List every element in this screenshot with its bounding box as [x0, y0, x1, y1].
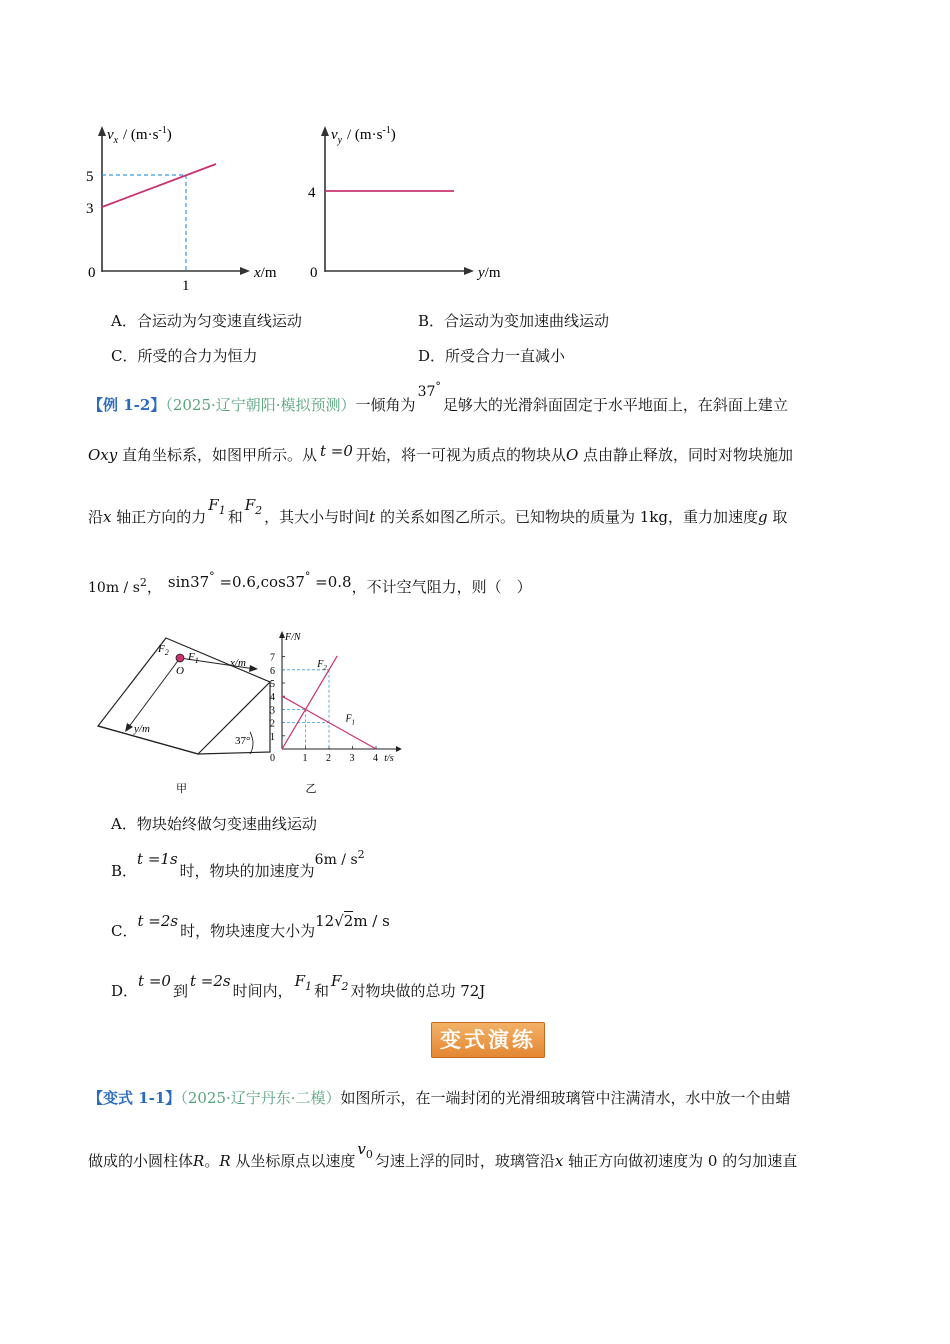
example-line-3 — [88, 496, 788, 526]
vy-tick-0: 0 — [310, 265, 318, 281]
force-y-tick-label: 5 — [270, 679, 275, 690]
example-text: 和 — [227, 508, 243, 526]
f2-symbol: $F_2$ — [244, 496, 263, 517]
example-line-2 — [88, 442, 794, 464]
series-label-f2: $F_2$ — [317, 659, 327, 673]
example-line-1 — [88, 380, 788, 415]
force-ylabel: F/N — [285, 632, 301, 643]
f1-symbol: $F_1$ — [208, 496, 226, 517]
graph-vx — [80, 120, 300, 295]
v0-symbol: $v_0$ — [357, 1140, 373, 1161]
section-badge: 变式演练 — [431, 1022, 545, 1058]
t-label: t — [369, 508, 376, 526]
force-x-tick-label: 2 — [326, 753, 331, 764]
vy-x-arrow — [464, 267, 474, 275]
force-y-tick-label: 1 — [270, 731, 275, 743]
q2-option-a[interactable]: A．物块始终做匀变速曲线运动 — [111, 815, 317, 833]
vy-y-arrow — [321, 126, 329, 136]
vx-tick-3: 3 — [86, 201, 94, 217]
force-x-tick-label: 4 — [373, 753, 378, 764]
vx-x-arrow — [240, 267, 250, 275]
x-arrow-head — [249, 665, 258, 672]
series-label-f1: $F_1$ — [345, 713, 356, 727]
vy-ylabel: $v_y$ — [331, 127, 343, 146]
o-point: O — [565, 446, 579, 464]
q2-option-b[interactable]: B．t =1s时，物块的加速度为$6m / s^2$ — [111, 848, 365, 880]
angle-37: 37° — [417, 380, 441, 400]
vx-xlabel: x/m — [254, 265, 277, 281]
example-tag: 【例 1-2】 — [88, 396, 166, 414]
vy-tick-4: 4 — [308, 185, 316, 201]
q2-option-c[interactable]: C．t =2s时，物块速度大小为12√2m / s — [111, 912, 390, 940]
vx-line — [102, 164, 216, 207]
force-xlabel: t/s — [384, 753, 394, 764]
example-text: ，其大小与时间 — [264, 508, 370, 526]
fig-incline — [90, 628, 280, 798]
force-origin-label: 0 — [270, 753, 275, 764]
force-y-tick-label: 3 — [270, 705, 275, 717]
force-y-tick-label: 4 — [270, 692, 275, 704]
force-y-tick-label: 2 — [270, 718, 275, 730]
force-y-tick-label: 6 — [270, 665, 275, 677]
example-text: 的关系如图乙所示。已知物块的质量为 1kg，重力加速度 — [375, 508, 758, 526]
q1-option-c[interactable]: C．所受的合力为恒力 — [111, 347, 258, 365]
caption-jia: 甲 — [176, 783, 187, 795]
example-text: 足够大的光滑斜面固定于水平地面上，在斜面上建立 — [442, 396, 788, 414]
f2-label: $F_2$ — [158, 643, 169, 657]
q1-option-a[interactable]: A．合运动为匀变速直线运动 — [111, 312, 302, 330]
variant-tag: 【变式 1-1】 — [88, 1089, 181, 1107]
angle-label: 37° — [235, 735, 251, 747]
variant-source: （2025·辽宁丹东·二模） — [180, 1089, 341, 1107]
x-axis-label: x — [103, 508, 112, 526]
variant-text: 如图所示，在一端封闭的光滑细玻璃管中注满清水，水中放一个由蜡 — [340, 1089, 791, 1107]
example-text: 开始，将一可视为质点的物块从 — [355, 446, 566, 464]
unit-m-s2: $10m / s^2$ — [88, 576, 147, 596]
oxy-label: Oxy — [88, 446, 118, 464]
force-x-arrow — [396, 746, 402, 752]
vx-yunit: / $(m\cdot s^{-1})$ — [123, 125, 172, 143]
q1-option-b[interactable]: B．合运动为变加速曲线运动 — [418, 312, 610, 330]
o-label: O — [176, 665, 184, 677]
vx-y-arrow — [98, 126, 106, 136]
fig-force-chart — [265, 628, 415, 798]
caption-yi: 乙 — [305, 783, 317, 795]
example-text: ，不计空气阻力，则（ ） — [351, 578, 532, 596]
force-x-tick-label: 1 — [302, 753, 308, 764]
y-axis-arrow — [128, 658, 180, 728]
vx-tick-x1: 1 — [182, 278, 190, 294]
example-text: 点由静止释放，同时对物块施加 — [578, 446, 794, 464]
example-text: 一倾角为 — [355, 396, 416, 414]
vx-ylabel: $v_x$ — [107, 127, 119, 146]
variant-line-1 — [88, 1089, 791, 1107]
variant-line-2: 做成的小圆柱体R。R 从坐标原点以速度$v_0$ 匀速上浮的同时，玻璃管沿x 轴正方向做初速度为 0 的匀加速直 — [88, 1140, 798, 1170]
q2-option-d[interactable]: D．t =0到t =2s时间内，$F_1$ 和$F_2$ 对物块做的总功 72J — [111, 972, 486, 1000]
vy-yunit: / $(m\cdot s^{-1})$ — [347, 125, 396, 143]
q1-option-d[interactable]: D．所受合力一直减小 — [418, 347, 566, 365]
example-source: （2025·辽宁朝阳·模拟预测） — [165, 396, 356, 414]
vy-xlabel: y/m — [478, 265, 501, 281]
example-line-4 — [88, 570, 532, 597]
example-text: ， — [146, 578, 162, 596]
example-text: 沿 — [88, 508, 104, 526]
block — [176, 654, 184, 662]
example-text: 取 — [767, 508, 788, 526]
y-arrow-head — [125, 723, 133, 732]
angle-arc — [250, 732, 253, 754]
force-x-tick-label: 3 — [349, 753, 355, 764]
g-label: g — [757, 508, 768, 526]
example-text: 轴正方向的力 — [111, 508, 207, 526]
vx-tick-0: 0 — [88, 265, 96, 281]
sin-cos: sin37° =0.6,cos37° =0.8 — [167, 570, 352, 591]
example-text: 直角坐标系，如图甲所示。从 — [117, 446, 318, 464]
force-y-tick-label: 7 — [270, 652, 275, 664]
x-label: x/m — [230, 657, 246, 669]
f1-label: $F_1$ — [188, 651, 199, 665]
t-eq-0: t =0 — [320, 442, 353, 460]
vx-tick-5: 5 — [86, 169, 94, 185]
graph-vy — [300, 120, 520, 295]
y-label: y/m — [134, 723, 150, 735]
